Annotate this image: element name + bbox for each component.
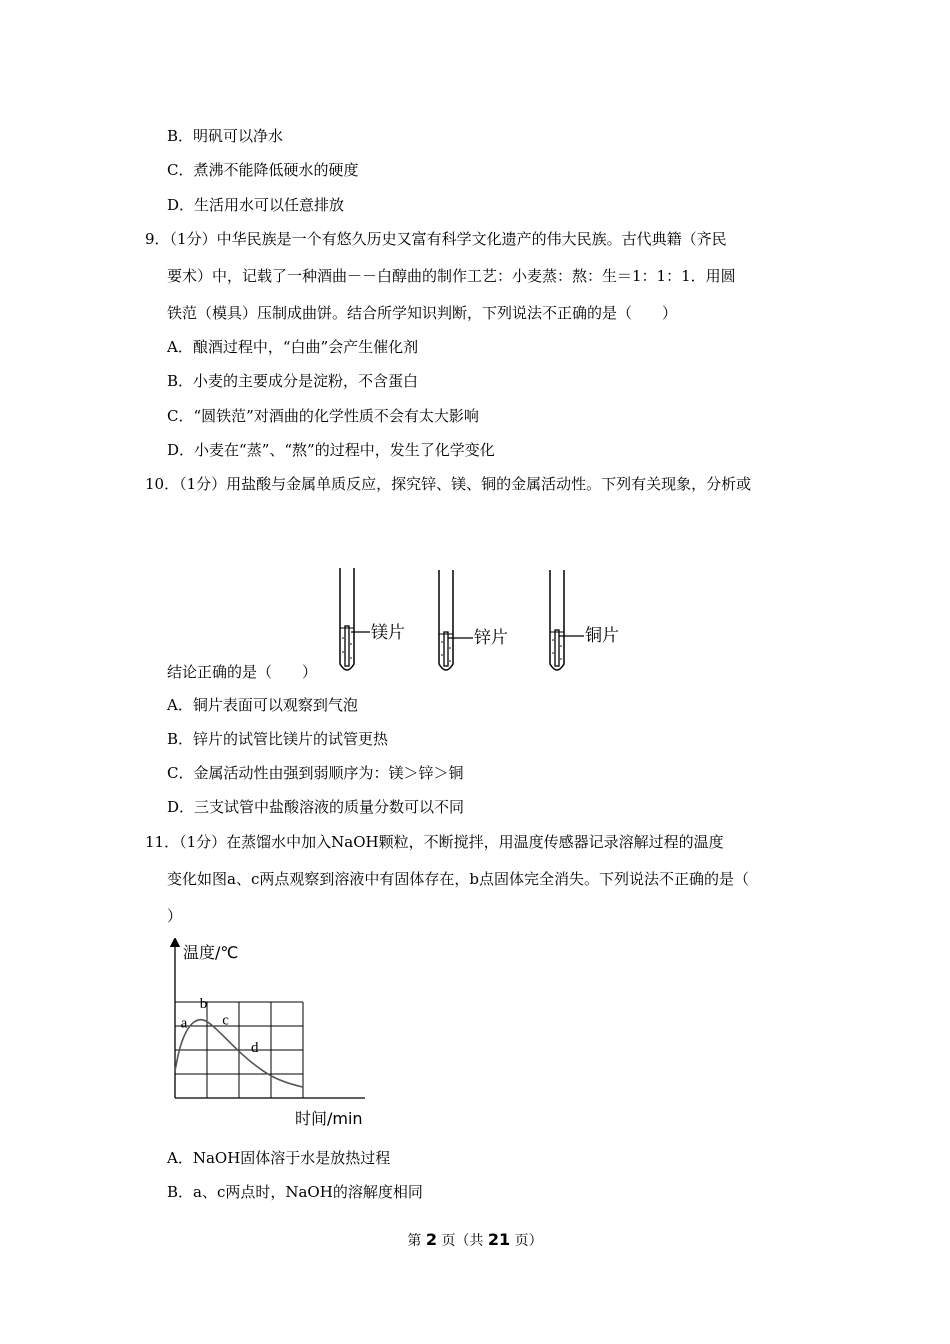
q10-option-d: D．三支试管中盐酸溶液的质量分数可以不同	[167, 798, 465, 816]
point-label-a: a	[180, 1015, 188, 1032]
q10-stem-line2: 结论正确的是（ ）	[167, 663, 318, 681]
q10-option-a: A．铜片表面可以观察到气泡	[167, 696, 358, 714]
q11-option-a: A．NaOH固体溶于水是放热过程	[167, 1149, 391, 1167]
temperature-time-chart	[165, 938, 375, 1132]
q11-stem-line1: 11．（1分）在蒸馏水中加入NaOH颗粒，不断搅拌，用温度传感器记录溶解过程的温度	[145, 833, 724, 851]
footer-middle: 页（共	[441, 1233, 484, 1249]
page-footer	[0, 1230, 950, 1251]
q11-stem-line3: ）	[167, 907, 183, 925]
footer-page-number: 2	[425, 1230, 437, 1249]
q9-stem-line2: 要术）中，记载了一种酒曲－－白醇曲的制作工艺：小麦蒸：熬：生＝1：1：1．用圆	[167, 267, 736, 285]
q8-option-c: C．煮沸不能降低硬水的硬度	[167, 161, 359, 179]
q11-option-b: B．a、c两点时，NaOH的溶解度相同	[167, 1183, 423, 1201]
y-axis-label: 温度/℃	[183, 943, 239, 962]
footer-total-pages: 21	[487, 1230, 511, 1249]
chart-grid	[175, 1002, 303, 1098]
x-axis-label: 时间/min	[295, 1109, 363, 1128]
test-tubes-figure	[330, 562, 630, 678]
q8-option-d: D．生活用水可以任意排放	[167, 196, 345, 214]
q10-option-b: B．锌片的试管比镁片的试管更热	[167, 730, 389, 748]
q9-option-d: D．小麦在“蒸”、“熬”的过程中，发生了化学变化	[167, 441, 495, 459]
test-tube-1	[340, 568, 354, 670]
copper-strip	[555, 630, 559, 666]
test-tube-2	[439, 570, 453, 670]
point-label-b: b	[199, 996, 208, 1013]
tube-label-mg: 镁片	[371, 623, 405, 643]
footer-prefix: 第	[407, 1233, 422, 1249]
tube-label-cu: 铜片	[585, 626, 619, 646]
q11-stem-line2: 变化如图a、c两点观察到溶液中有固体存在，b点固体完全消失。下列说法不正确的是（	[167, 870, 749, 888]
point-label-d: d	[251, 1039, 259, 1056]
q9-option-c: C．“圆铁范”对酒曲的化学性质不会有太大影响	[167, 407, 479, 425]
point-label-c: c	[222, 1012, 229, 1029]
tube-label-zn: 锌片	[474, 628, 508, 648]
q10-option-c: C．金属活动性由强到弱顺序为：镁＞锌＞铜	[167, 764, 464, 782]
magnesium-strip	[345, 626, 349, 666]
q9-stem-line3: 铁范（模具）压制成曲饼。结合所学知识判断，下列说法不正确的是（ ）	[167, 304, 678, 322]
q9-option-a: A．酿酒过程中，“白曲”会产生催化剂	[167, 338, 419, 356]
q9-stem-line1: 9．（1分）中华民族是一个有悠久历史又富有科学文化遗产的伟大民族。古代典籍（齐民	[145, 230, 727, 248]
zinc-strip	[444, 632, 448, 666]
footer-suffix: 页）	[514, 1233, 543, 1249]
test-tube-3	[550, 570, 564, 670]
q10-stem-line1: 10．（1分）用盐酸与金属单质反应，探究锌、镁、铜的金属活动性。下列有关现象，分析或	[145, 475, 752, 493]
q9-option-b: B．小麦的主要成分是淀粉，不含蛋白	[167, 372, 419, 390]
q8-option-b: B．明矾可以净水	[167, 127, 284, 145]
